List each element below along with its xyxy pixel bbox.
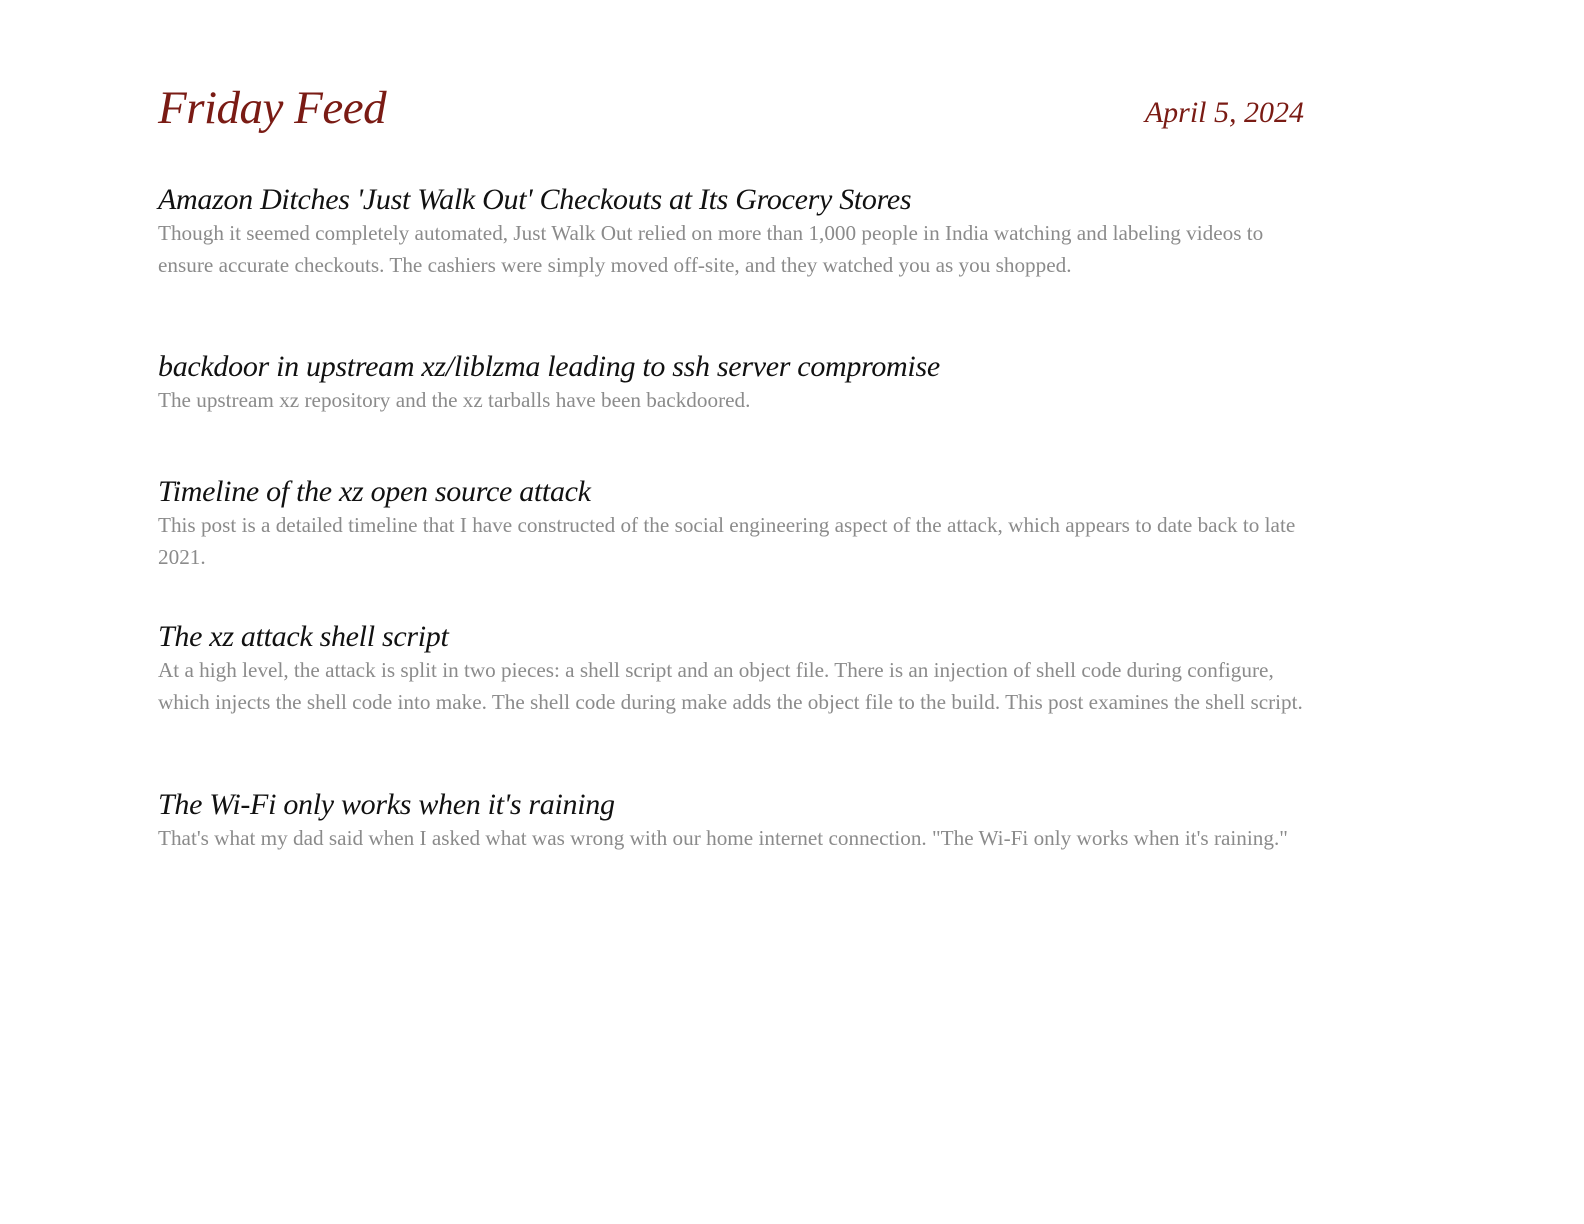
feed-item-headline[interactable]: The xz attack shell script	[158, 620, 449, 653]
feed-item-xz-timeline	[158, 474, 1304, 573]
feed-item-xz-backdoor	[158, 349, 1304, 417]
feed-header	[158, 0, 1304, 170]
feed-item-headline[interactable]: backdoor in upstream xz/liblzma leading to ssh server compromise	[158, 350, 940, 383]
feed-item-headline[interactable]: The Wi-Fi only works when it's raining	[158, 788, 615, 821]
feed-page	[158, 0, 1304, 850]
feed-item-xz-shell-script	[158, 619, 1304, 718]
feed-item-amazon	[158, 182, 1304, 281]
feed-item-summary: The upstream xz repository and the xz tarballs have been backdoored.	[158, 388, 751, 412]
feed-item-summary: This post is a detailed timeline that I have constructed of the social engineering aspect of the attack, which appears to date back to late 2021.	[158, 513, 1296, 569]
page-title: Friday Feed	[158, 82, 387, 134]
feed-item-summary: Though it seemed completely automated, Just Walk Out relied on more than 1,000 people in India watching and labeling videos to ensure accurate checkouts. The cashiers were simply moved off-site, and they watched you as you shopped.	[158, 221, 1264, 277]
feed-item-wifi-raining	[158, 787, 1304, 855]
feed-item-summary: That's what my dad said when I asked what was wrong with our home internet connection. "The Wi-Fi only works when it's raining."	[158, 826, 1288, 850]
feed-item-headline[interactable]: Amazon Ditches 'Just Walk Out' Checkouts at Its Grocery Stores	[158, 183, 912, 216]
feed-item-summary: At a high level, the attack is split in two pieces: a shell script and an object file. There is an injection of shell code during configure, which injects the shell code into make. The shell code during make adds the object file to the build. This post examines the shell script.	[158, 658, 1303, 714]
feed-date: April 5, 2024	[1144, 96, 1304, 129]
feed-item-headline[interactable]: Timeline of the xz open source attack	[158, 475, 591, 508]
